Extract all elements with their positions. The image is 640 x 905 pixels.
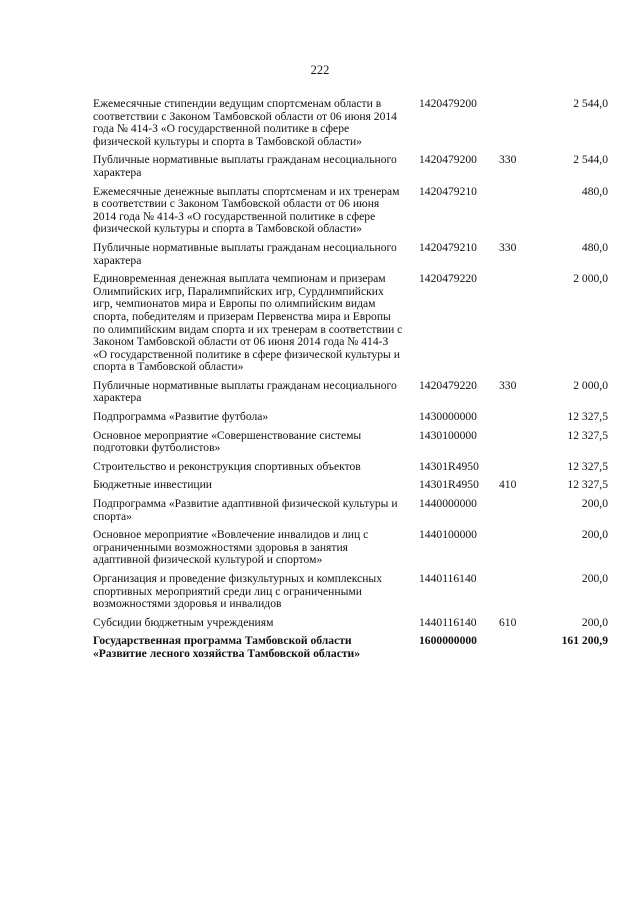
row-description: Единовременная денежная выплата чемпионам и призерам Олимпийских игр, Паралимпийских игр, Сурдлимпийских игр, чемпионатов мира и Европы по олимпийским видам спорта, победителям и призерам Первенства мира и Европы по олимпийским видам спорта и их тренерам в соответствии с Законом Тамбовской области от 06 июня 2014 года № 414-З «О государственной политике в сфере физической культуры и спорта в Тамбовской области» bbox=[93, 272, 403, 374]
row-expense-type: 610 bbox=[499, 615, 517, 629]
budget-table bbox=[93, 98, 608, 667]
row-code: 1440100000 bbox=[419, 528, 477, 542]
row-code: 1420479210 bbox=[419, 240, 477, 254]
row-code: 1420479220 bbox=[419, 272, 477, 286]
row-description: Подпрограмма «Развитие футбола» bbox=[93, 410, 269, 424]
row-amount: 480,0 bbox=[581, 240, 608, 254]
table-row bbox=[93, 617, 608, 630]
row-code: 1420479200 bbox=[419, 97, 477, 110]
row-amount: 161 200,9 bbox=[561, 634, 608, 648]
row-expense-type: 410 bbox=[499, 478, 517, 492]
table-row bbox=[93, 479, 608, 492]
row-code: 14301R4950 bbox=[419, 459, 479, 473]
row-description: Публичные нормативные выплаты гражданам несоциального характера bbox=[93, 378, 397, 405]
row-description: Строительство и реконструкция спортивных объектов bbox=[93, 459, 361, 473]
table-row bbox=[93, 273, 608, 374]
row-description: Подпрограмма «Развитие адаптивной физической культуры и спорта» bbox=[93, 497, 398, 523]
row-code: 1440116140 bbox=[419, 615, 477, 629]
row-description: Субсидии бюджетным учреждениям bbox=[93, 615, 274, 629]
table-row bbox=[93, 430, 608, 455]
row-description: Бюджетные инвестиции bbox=[93, 478, 213, 492]
row-amount: 200,0 bbox=[581, 615, 608, 629]
table-row bbox=[93, 573, 608, 611]
table-row bbox=[93, 380, 608, 405]
row-code: 1440116140 bbox=[419, 572, 477, 585]
row-description: Основное мероприятие «Вовлечение инвалидов и лиц с ограниченными возможностями здоровья в занятия адаптивной физической культурой и спортом» bbox=[93, 528, 369, 567]
table-row bbox=[93, 186, 608, 236]
row-description: Основное мероприятие «Совершенствование системы подготовки футболистов» bbox=[93, 428, 362, 455]
table-row bbox=[93, 154, 608, 179]
row-amount: 12 327,5 bbox=[567, 478, 608, 492]
row-amount: 12 327,5 bbox=[567, 428, 608, 442]
row-amount: 12 327,5 bbox=[567, 459, 608, 473]
table-row bbox=[93, 635, 608, 660]
table-row bbox=[93, 242, 608, 267]
row-code: 1430000000 bbox=[419, 410, 477, 424]
row-expense-type: 330 bbox=[499, 378, 517, 392]
row-amount: 2 544,0 bbox=[573, 97, 608, 110]
table-row bbox=[93, 529, 608, 567]
table-row bbox=[93, 411, 608, 424]
row-amount: 2 000,0 bbox=[573, 378, 608, 392]
row-code: 1440000000 bbox=[419, 497, 477, 511]
row-expense-type: 330 bbox=[499, 240, 517, 254]
row-amount: 480,0 bbox=[581, 184, 608, 198]
table-row bbox=[93, 98, 608, 148]
row-description: Ежемесячные денежные выплаты спортсменам и их тренерам в соответствии с Законом Тамбовской области от 06 июня 2014 года № 414-З «О государственной политике в сфере физической культуры и спорта в Тамбовской области» bbox=[93, 184, 400, 236]
row-description: Публичные нормативные выплаты гражданам несоциального характера bbox=[93, 240, 397, 267]
row-amount: 200,0 bbox=[581, 497, 608, 511]
row-amount: 200,0 bbox=[581, 572, 608, 585]
row-code: 1420479210 bbox=[419, 184, 477, 198]
row-description: Ежемесячные стипендии ведущим спортсменам области в соответствии с Законом Тамбовской области от 06 июня 2014 года № 414-З «О государственной политике в сфере физической культуры и спорта в Тамбовской области» bbox=[93, 97, 397, 148]
row-code: 1600000000 bbox=[419, 634, 477, 648]
table-row bbox=[93, 498, 608, 523]
row-amount: 2 544,0 bbox=[573, 153, 608, 167]
row-expense-type: 330 bbox=[499, 153, 517, 167]
page-number: 222 bbox=[310, 63, 330, 77]
row-code: 1420479220 bbox=[419, 378, 477, 392]
row-code: 14301R4950 bbox=[419, 478, 479, 492]
table-row bbox=[93, 461, 608, 474]
row-amount: 200,0 bbox=[581, 528, 608, 542]
row-amount: 12 327,5 bbox=[567, 410, 608, 424]
row-description: Организация и проведение физкультурных и комплексных спортивных мероприятий среди лиц с ограниченными возможностями здоровья и инвалидов bbox=[93, 572, 382, 611]
row-code: 1420479200 bbox=[419, 153, 477, 167]
row-amount: 2 000,0 bbox=[573, 272, 608, 286]
row-code: 1430100000 bbox=[419, 428, 477, 442]
row-description: Государственная программа Тамбовской области «Развитие лесного хозяйства Тамбовской области» bbox=[93, 634, 361, 660]
row-description: Публичные нормативные выплаты гражданам несоциального характера bbox=[93, 153, 397, 179]
